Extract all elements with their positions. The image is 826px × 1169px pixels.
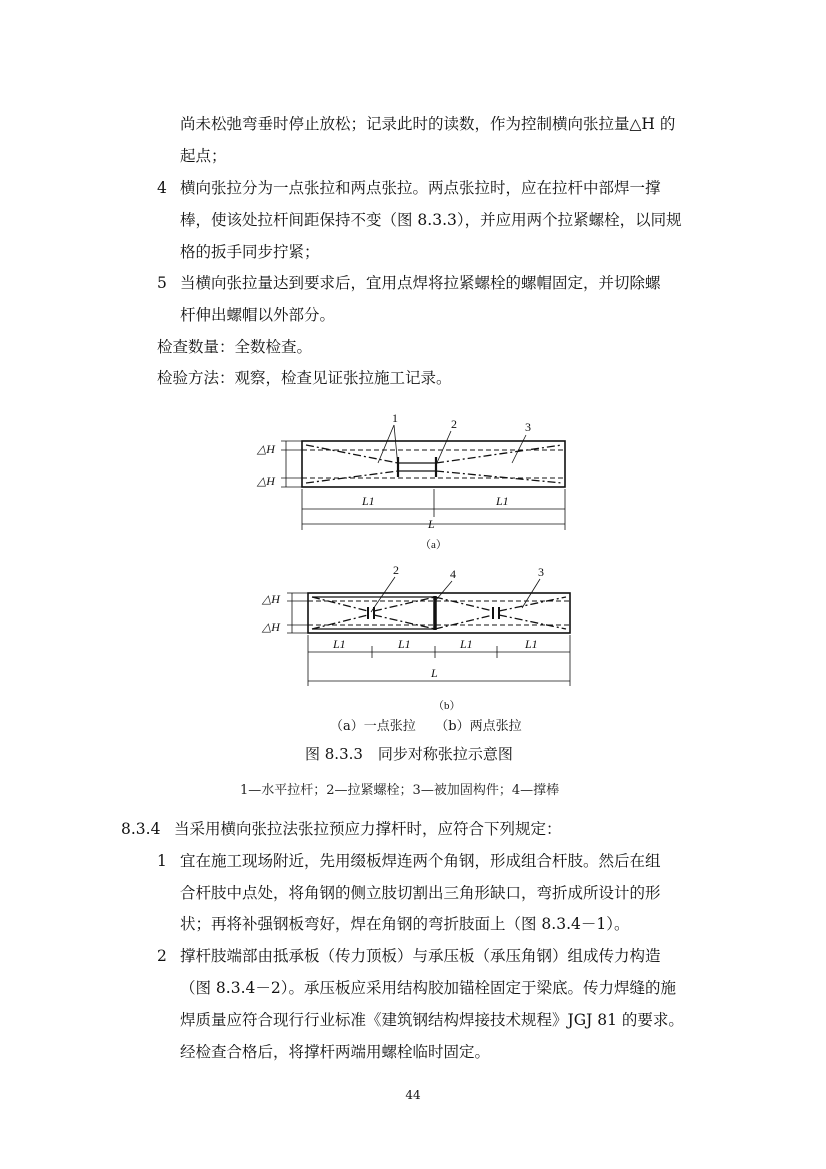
paragraph-line: 合杆肢中点处，将角钢的侧立肢切割出三角形缺口，弯折成所设计的形: [180, 884, 661, 902]
dimension-label: L1: [525, 637, 538, 651]
paragraph-line: 横向张拉分为一点张拉和两点张拉。两点张拉时，应在拉杆中部焊一撑: [180, 179, 661, 197]
figure-subcaptions: （a）一点张拉 （b）两点张拉: [330, 719, 522, 734]
paragraph-line: 宜在施工现场附近，先用缀板焊连两个角钢，形成组合杆肢。然后在组: [180, 852, 661, 870]
dimension-label: L1: [398, 637, 411, 651]
section-number: 8.3.4: [121, 820, 161, 838]
subfigure-label: （b）: [433, 700, 461, 712]
check-method: 检验方法：观察，检查见证张拉施工记录。: [157, 369, 452, 387]
callout-label: 2: [393, 563, 399, 577]
page-number: 44: [405, 1088, 421, 1102]
list-item-number: 4: [157, 179, 167, 197]
figure-caption: 图 8.3.3 同步对称张拉示意图: [305, 745, 513, 763]
paragraph-line: 棒，使该处拉杆间距保持不变（图 8.3.3），并应用两个拉紧螺栓，以同规: [180, 211, 682, 229]
section-title: 当采用横向张拉法张拉预应力撑杆时，应符合下列规定：: [174, 820, 562, 838]
figure-a-diagram: [250, 405, 580, 550]
paragraph-line: 起点；: [180, 147, 227, 165]
figure-b-diagram: [250, 560, 590, 715]
dimension-label: L1: [333, 637, 346, 651]
dimension-label: L1: [362, 494, 375, 508]
list-item-number: 5: [157, 274, 167, 292]
callout-label: 1: [392, 411, 398, 425]
callout-label: 2: [451, 417, 457, 431]
list-item-number: 1: [157, 852, 167, 870]
total-length-label: L: [431, 666, 438, 680]
callout-label: 4: [450, 567, 456, 581]
list-item-number: 2: [157, 947, 167, 965]
subfigure-label: （a）: [420, 539, 447, 550]
paragraph-line: 当横向张拉量达到要求后，宜用点焊将拉紧螺栓的螺帽固定，并切除螺: [180, 274, 661, 292]
callout-label: 3: [538, 565, 544, 579]
paragraph-line: 状；再将补强钢板弯好，焊在角钢的弯折肢面上（图 8.3.4－1）。: [180, 915, 630, 933]
paragraph-line: 经检查合格后，将撑杆两端用螺栓临时固定。: [180, 1043, 491, 1061]
delta-h-label: △H: [257, 442, 275, 456]
delta-h-label: △H: [257, 474, 275, 488]
delta-h-label: △H: [262, 592, 280, 606]
dimension-label: L1: [496, 494, 509, 508]
dimension-label: L1: [460, 637, 473, 651]
paragraph-line: （图 8.3.4－2）。承压板应采用结构胶加锚栓固定于梁底。传力焊缝的施: [180, 979, 676, 997]
paragraph-line: 杆伸出螺帽以外部分。: [180, 306, 336, 324]
total-length-label: L: [428, 517, 435, 531]
check-quantity: 检查数量：全数检查。: [157, 338, 313, 356]
paragraph-line: 尚未松弛弯垂时停止放松；记录此时的读数，作为控制横向张拉量△H 的: [180, 115, 676, 133]
figure-legend: 1—水平拉杆；2—拉紧螺栓；3—被加固构件；4—撑棒: [240, 783, 560, 798]
delta-h-label: △H: [262, 620, 280, 634]
callout-label: 3: [525, 420, 531, 434]
paragraph-line: 焊质量应符合现行行业标准《建筑钢结构焊接技术规程》JGJ 81 的要求。: [180, 1011, 684, 1029]
paragraph-line: 格的扳手同步拧紧；: [180, 243, 320, 261]
paragraph-line: 撑杆肢端部由抵承板（传力顶板）与承压板（承压角钢）组成传力构造: [180, 947, 661, 965]
